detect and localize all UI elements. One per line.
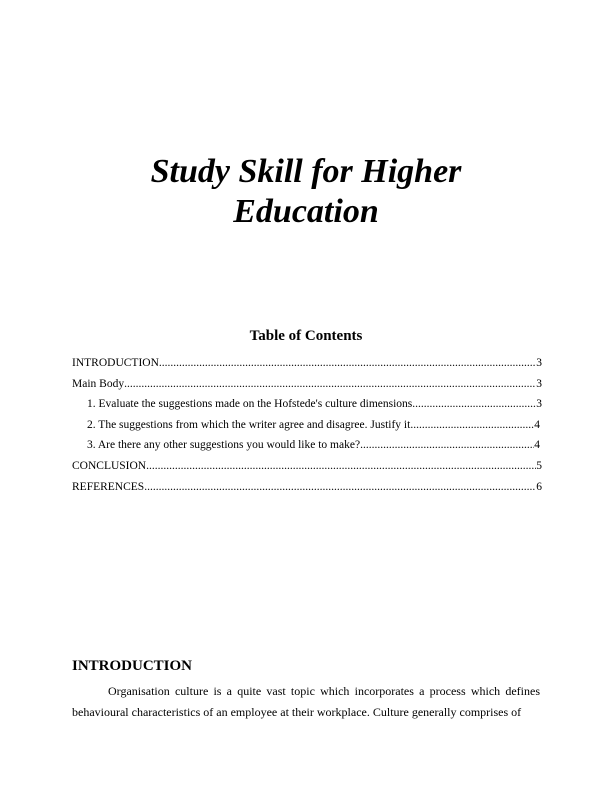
toc-leader-dots xyxy=(159,357,536,369)
toc-entry-page: 6 xyxy=(536,480,542,493)
toc-leader-dots xyxy=(144,481,536,493)
introduction-paragraph: Organisation culture is a quite vast topic which incorporates a process which defines behavioural characteristics of an employee at their workplace. Culture generally comprises of xyxy=(72,684,540,719)
toc-entry-label: REFERENCES xyxy=(72,480,145,493)
document-title xyxy=(0,152,612,232)
document-title-line-2: Education xyxy=(233,193,379,230)
toc-entry-page: 3 xyxy=(536,377,542,390)
toc-entry-section-2[interactable] xyxy=(72,419,540,440)
introduction-heading: INTRODUCTION xyxy=(72,658,193,674)
toc-leader-dots xyxy=(124,378,536,390)
toc-entry-label: INTRODUCTION xyxy=(72,357,159,369)
toc-leader-dots xyxy=(410,419,534,431)
toc-entry-label: 3. Are there any other suggestions you would like to make? xyxy=(87,439,361,452)
toc-entry-page: 5 xyxy=(536,459,542,472)
toc-entry-introduction[interactable] xyxy=(72,357,542,378)
toc-leader-dots xyxy=(360,439,534,451)
toc-entry-label: CONCLUSION xyxy=(72,459,147,472)
toc-entry-section-3[interactable] xyxy=(72,439,540,460)
table-of-contents xyxy=(72,357,542,501)
toc-entry-section-1[interactable] xyxy=(72,398,542,419)
toc-leader-dots xyxy=(412,398,536,410)
toc-entry-page: 4 xyxy=(534,439,540,452)
toc-entry-label: 2. The suggestions from which the writer agree and disagree. Justify it xyxy=(87,418,411,431)
toc-leader-dots xyxy=(146,460,536,472)
document-title-line-1: Study Skill for Higher xyxy=(150,153,462,190)
toc-entry-main-body[interactable] xyxy=(72,378,542,399)
toc-entry-page: 4 xyxy=(534,418,540,431)
toc-entry-page: 3 xyxy=(536,357,542,369)
toc-heading: Table of Contents xyxy=(249,328,363,344)
toc-entry-conclusion[interactable] xyxy=(72,460,542,481)
toc-entry-references[interactable] xyxy=(72,481,542,502)
toc-entry-page: 3 xyxy=(536,398,542,411)
toc-entry-label: 1. Evaluate the suggestions made on the Hofstede's culture dimensions xyxy=(87,398,413,411)
toc-entry-label: Main Body xyxy=(72,377,125,390)
